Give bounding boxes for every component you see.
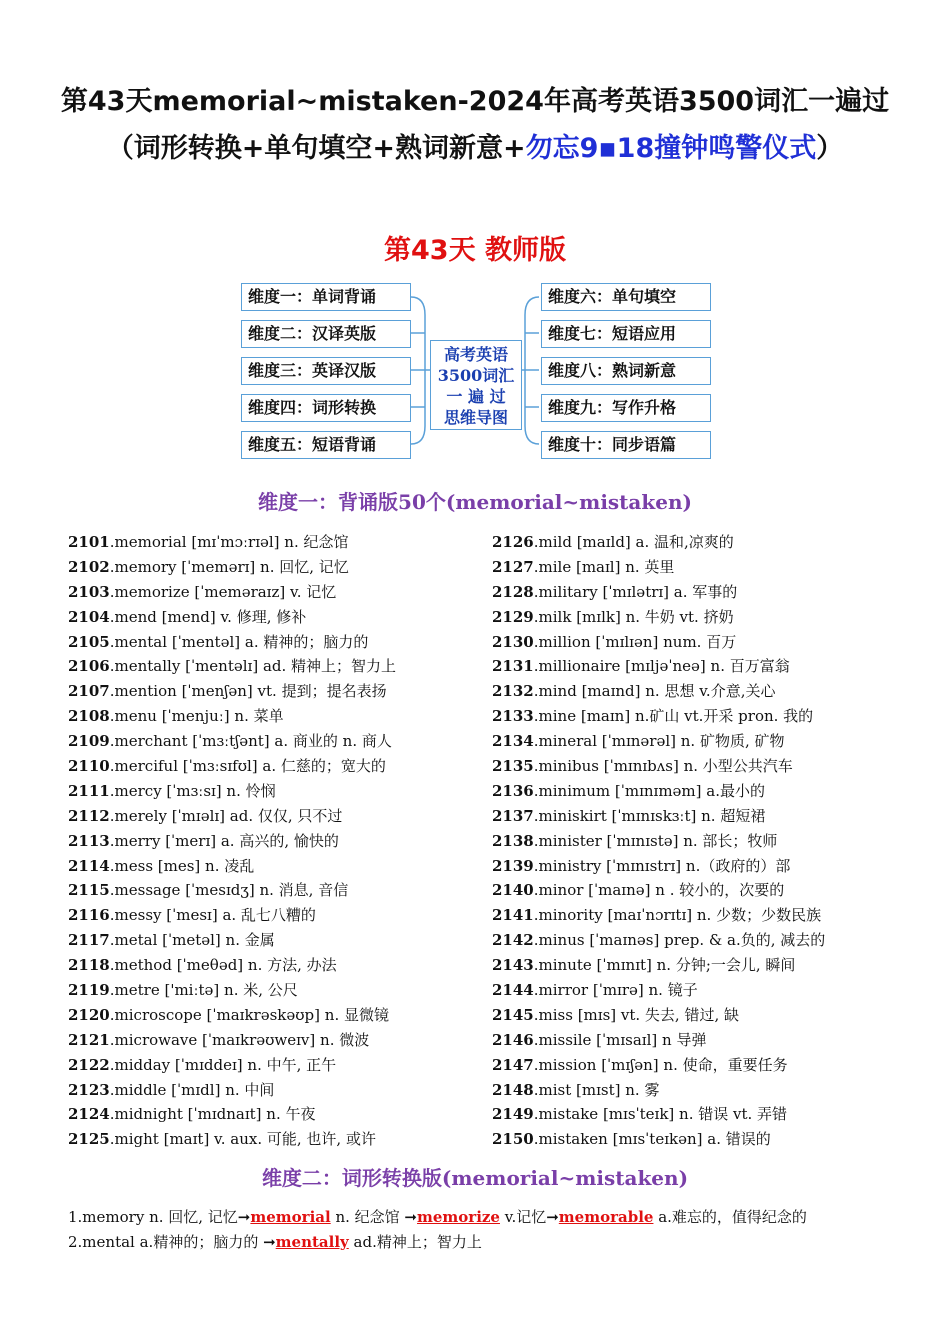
word-definition: .miss [mɪs] vt. 失去, 错过, 缺 [533,1005,740,1024]
mindmap-node-5: 维度五：短语背诵 [241,431,411,459]
conversion-text: a.难忘的，值得纪念的 [653,1208,807,1226]
conversion-answer: mentally [275,1233,349,1251]
word-definition: .mind [maɪnd] n. 思想 v.介意,关心 [533,682,776,701]
word-definition: .merely [ˈmɪəlɪ] ad. 仅仅, 只不过 [109,806,343,825]
word-entry [492,1028,825,1053]
conversion-answer: memorable [558,1208,654,1226]
word-entry [492,530,825,555]
word-entry [68,1003,396,1028]
word-entry [492,605,825,630]
word-number: 2123 [68,1080,110,1099]
word-number: 2113 [68,831,110,850]
word-number: 2134 [492,732,534,751]
word-entry [68,928,396,953]
conversion-text: v.记忆➞ [499,1208,559,1226]
word-entry [492,1078,825,1103]
word-number: 2127 [492,557,534,576]
word-definition: .missile [ˈmɪsaɪl] n 导弹 [533,1030,707,1049]
word-definition: .minibus [ˈmɪnɪbʌs] n. 小型公共汽车 [533,757,793,776]
section-heading-2: 维度二：词形转换版(memorial~mistaken) [261,1166,689,1190]
word-number: 2119 [68,981,110,1000]
word-definition: .middle [ˈmɪdl] n. 中间 [109,1080,275,1099]
word-definition: .minority [maɪˈnɔrɪtɪ] n. 少数；少数民族 [533,906,822,925]
word-definition: .minimum [ˈmɪnɪməm] a.最小的 [533,781,765,800]
word-number: 2117 [68,931,110,950]
mindmap-center-line: 3500词汇 [437,366,515,385]
title-text: 第43天memorial~mistaken-2024年高考英语3500词汇一遍过（词形转换+单句填空+熟词新意+ [60,86,890,164]
word-number: 2122 [68,1055,110,1074]
word-entry [68,630,396,655]
word-definition: .minister [ˈmɪnɪstə] n. 部长；牧师 [533,831,778,850]
word-entry [492,928,825,953]
word-definition: .mild [maɪld] a. 温和,凉爽的 [533,533,734,551]
mindmap-node-1: 维度一：单词背诵 [241,283,411,311]
word-definition: .mend [mend] v. 修理, 修补 [109,607,307,626]
word-definition: .milk [mɪlk] n. 牛奶 vt. 挤奶 [533,607,734,626]
word-entry [68,580,396,605]
word-definition: .mile [maɪl] n. 英里 [533,557,675,576]
word-number: 2120 [68,1005,110,1024]
word-definition: .mistake [mɪsˈteɪk] n. 错误 vt. 弄错 [533,1105,788,1124]
word-entry [68,903,396,928]
word-number: 2140 [492,881,534,900]
word-entry [68,654,396,679]
word-entry [68,804,396,829]
mindmap-node-10: 维度十：同步语篇 [541,431,711,459]
word-number: 2148 [492,1080,534,1099]
word-entry [492,754,825,779]
word-entry [492,878,825,903]
word-definition: .merry [ˈmerɪ] a. 高兴的, 愉快的 [109,831,339,850]
word-definition: .mission [ˈmɪʃən] n. 使命，重要任务 [533,1055,788,1074]
word-number: 2110 [68,757,110,776]
word-definition: .miniskirt [ˈmɪnɪskɜːt] n. 超短裙 [533,806,766,825]
edition-subtitle: 第43天 教师版 [384,235,566,266]
word-definition: .mental [ˈmentəl] a. 精神的；脑力的 [109,632,369,651]
word-definition: .mineral [ˈmɪnərəl] n. 矿物质, 矿物 [533,732,785,751]
conversion-text: ad.精神上；智力上 [348,1233,482,1251]
word-number: 2125 [68,1130,110,1149]
mindmap-center-line: 高考英语 [443,345,508,364]
conversion-row [68,1206,807,1227]
mindmap-node-9: 维度九：写作升格 [541,394,711,422]
word-number: 2105 [68,632,110,651]
word-number: 2132 [492,682,534,701]
word-entry [68,754,396,779]
mindmap-center [430,340,522,430]
word-number: 2135 [492,757,534,776]
word-number: 2145 [492,1005,534,1024]
word-number: 2124 [68,1105,110,1124]
title-close: ） [816,133,844,164]
word-definition: .military [ˈmɪlətrɪ] a. 军事的 [533,582,738,601]
word-entry [68,1053,396,1078]
word-definition: .might [maɪt] v. aux. 可能, 也许, 或许 [109,1130,376,1149]
word-definition: .mention [ˈmenʃən] vt. 提到；提名表扬 [109,682,387,701]
word-number: 2101 [68,533,110,551]
word-entry [68,953,396,978]
word-entry [492,729,825,754]
word-number: 2137 [492,806,534,825]
word-entry [492,903,825,928]
word-entry [492,1127,825,1152]
word-number: 2136 [492,781,534,800]
word-definition: .memorial [mɪˈmɔːrɪəl] n. 纪念馆 [109,533,349,551]
word-definition: .microwave [ˈmaɪkrəʊweɪv] n. 微波 [109,1030,370,1049]
conversion-row [68,1231,482,1252]
word-entry [492,804,825,829]
conversion-text: n. 纪念馆 ➞ [330,1208,418,1226]
word-number: 2116 [68,906,110,925]
word-number: 2103 [68,582,110,601]
mindmap-node-3: 维度三：英译汉版 [241,357,411,385]
word-definition: .metal [ˈmetəl] n. 金属 [109,931,275,950]
word-definition: .merchant [ˈmɜːtʃənt] a. 商业的 n. 商人 [109,732,392,751]
word-number: 2141 [492,906,534,925]
word-number: 2133 [492,707,534,726]
word-definition: .mistaken [mɪsˈteɪkən] a. 错误的 [533,1130,771,1149]
word-definition: .millionaire [mɪljəˈneə] n. 百万富翁 [533,657,790,676]
word-definition: .microscope [ˈmaɪkrəskəʊp] n. 显微镜 [109,1005,389,1024]
word-number: 2129 [492,607,534,626]
word-number: 2126 [492,533,534,551]
word-number: 2149 [492,1105,534,1124]
word-number: 2146 [492,1030,534,1049]
word-number: 2108 [68,707,110,726]
word-number: 2139 [492,856,534,875]
conversion-answer: memorial [250,1208,331,1226]
word-number: 2138 [492,831,534,850]
word-number: 2112 [68,806,110,825]
word-entry [68,829,396,854]
word-definition: .minor [ˈmaɪnə] n . 较小的，次要的 [533,881,785,900]
word-entry [68,530,396,555]
word-number: 2107 [68,682,110,701]
word-entry [492,630,825,655]
word-definition: .midday [ˈmɪddeɪ] n. 中午, 正午 [109,1055,337,1074]
mindmap-node-6: 维度六：单句填空 [541,283,711,311]
word-number: 2150 [492,1130,534,1149]
word-number: 2109 [68,732,110,751]
word-entry [492,555,825,580]
word-number: 2106 [68,657,110,676]
word-number: 2115 [68,881,110,900]
word-entry [68,704,396,729]
mindmap-node-4: 维度四：词形转换 [241,394,411,422]
word-definition: .mentally [ˈmentəlɪ] ad. 精神上；智力上 [109,657,397,676]
word-definition: .mist [mɪst] n. 雾 [533,1080,660,1099]
word-entry [68,878,396,903]
word-entry [492,829,825,854]
word-entry [492,953,825,978]
section-heading-1: 维度一：背诵版50个(memorial~mistaken) [258,490,692,514]
word-entry [68,978,396,1003]
word-entry [68,1078,396,1103]
word-number: 2144 [492,981,534,1000]
word-entry [492,654,825,679]
word-definition: .ministry [ˈmɪnɪstrɪ] n.（政府的）部 [533,856,791,875]
word-entry [492,1053,825,1078]
word-definition: .mine [maɪn] n.矿山 vt.开采 pron. 我的 [533,707,814,726]
word-entry [492,1102,825,1127]
mindmap-node-8: 维度八：熟词新意 [541,357,711,385]
word-number: 2130 [492,632,534,651]
word-list-right [492,530,825,1152]
word-entry [68,854,396,879]
word-definition: .million [ˈmɪlɪən] num. 百万 [533,632,737,651]
word-entry [68,1127,396,1152]
conversion-text: 2.mental a.精神的；脑力的 ➞ [68,1233,276,1251]
word-number: 2128 [492,582,534,601]
mindmap-node-2: 维度二：汉译英版 [241,320,411,348]
conversion-answer: memorize [417,1208,500,1226]
word-number: 2121 [68,1030,110,1049]
word-number: 2131 [492,657,534,676]
word-entry [492,854,825,879]
word-entry [68,779,396,804]
word-entry [68,605,396,630]
word-entry [68,729,396,754]
word-entry [68,679,396,704]
word-entry [68,1028,396,1053]
title-highlight: 勿忘9▪18撞钟鸣警仪式 [525,133,817,164]
word-definition: .memory [ˈmemərɪ] n. 回忆, 记忆 [109,557,349,576]
word-definition: .mirror [ˈmɪrə] n. 镜子 [533,981,698,1000]
word-definition: .metre ['miːtə] n. 米, 公尺 [109,981,298,1000]
word-entry [492,978,825,1003]
word-definition: .messy [ˈmesɪ] a. 乱七八糟的 [109,906,316,925]
word-definition: .mess [mes] n. 凌乱 [109,856,255,875]
word-definition: .message [ˈmesɪdʒ] n. 消息, 音信 [109,881,349,900]
mindmap-center-line: 一 遍 过 [446,387,506,406]
mindmap-center-line: 思维导图 [443,408,508,427]
word-number: 2102 [68,557,110,576]
word-definition: .minus [ˈmaɪnəs] prep. & a.负的, 减去的 [533,931,826,950]
word-entry [68,555,396,580]
conversion-text: 1.memory n. 回忆, 记忆➞ [68,1208,251,1226]
word-number: 2142 [492,931,534,950]
word-number: 2114 [68,856,110,875]
word-definition: .midnight [ˈmɪdnaɪt] n. 午夜 [109,1105,316,1124]
word-entry [68,1102,396,1127]
word-number: 2104 [68,607,110,626]
word-entry [492,679,825,704]
word-definition: .menu [ˈmenjuː] n. 菜单 [109,707,284,726]
word-list-left [68,530,396,1152]
word-number: 2147 [492,1055,534,1074]
word-definition: .memorize [ˈmeməraɪz] v. 记忆 [109,582,337,601]
word-definition: .minute [ˈmɪnɪt] n. 分钟;一会儿, 瞬间 [533,956,796,975]
word-entry [492,779,825,804]
word-number: 2111 [68,781,110,800]
word-entry [492,704,825,729]
mindmap-node-7: 维度七：短语应用 [541,320,711,348]
word-entry [492,1003,825,1028]
word-number: 2143 [492,956,534,975]
word-entry [492,580,825,605]
word-definition: .method [ˈmeθəd] n. 方法, 办法 [109,956,337,975]
word-number: 2118 [68,956,110,975]
word-definition: .merciful [ˈmɜːsɪfʊl] a. 仁慈的；宽大的 [109,757,386,776]
word-definition: .mercy [ˈmɜːsɪ] n. 怜悯 [109,781,276,800]
